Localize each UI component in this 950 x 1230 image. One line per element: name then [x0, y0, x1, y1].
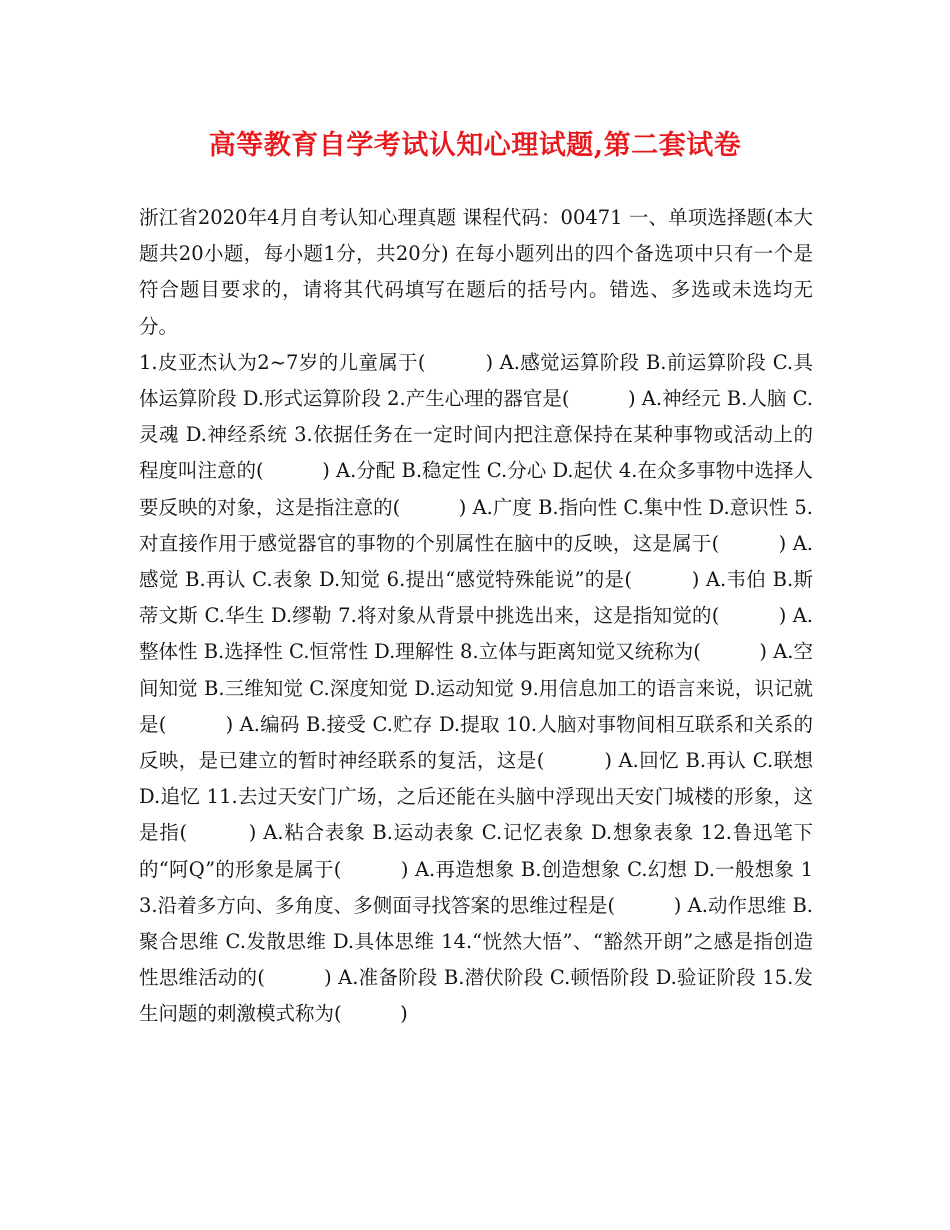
intro-paragraph: 浙江省2020年4月自考认知心理真题 课程代码：00471 一、单项选择题(本大题共20小题，每小题1分，共20分) 在每小题列出的四个备选项中只有一个是符合题目要求的，请将其代码填写在题后的括号内。错选、多选或未选均无分。 — [139, 206, 813, 338]
document-body — [139, 200, 813, 1033]
document-title: 高等教育自学考试认知心理试题,第二套试卷 — [208, 130, 742, 161]
questions-paragraph: 1.皮亚杰认为2~7岁的儿童属于( ) A.感觉运算阶段 B.前运算阶段 C.具体运算阶段 D.形式运算阶段 2.产生心理的器官是( ) A.神经元 B.人脑 C.灵魂 D.神经系统 3.依据任务在一定时间内把注意保持在某种事物或活动上的程度叫注意的( ) A.分配 B.稳定性 C.分心 D.起伏 4.在众多事物中选择人要反映的对象，这是指注意的( ) A.广度 B.指向性 C.集中性 D.意识性 5.对直接作用于感觉器官的事物的个别属性在脑中的反映，这是属于( ) A.感觉 B.再认 C.表象 D.知觉 6.提出“感觉特殊能说”的是( ) A.韦伯 B.斯蒂文斯 C.华生 D.缪勒 7.将对象从背景中挑选出来，这是指知觉的( ) A.整体性 B.选择性 C.恒常性 D.理解性 8.立体与距离知觉又统称为( ) A.空间知觉 B.三维知觉 C.深度知觉 D.运动知觉 9.用信息加工的语言来说，识记就是( ) A.编码 B.接受 C.贮存 D.提取 10.人脑对事物间相互联系和关系的反映，是已建立的暂时神经联系的复活，这是( ) A.回忆 B.再认 C.联想 D.追忆 11.去过天安门广场，之后还能在头脑中浮现出天安门城楼的形象，这是指( ) A.粘合表象 B.运动表象 C.记忆表象 D.想象表象 12.鲁迅笔下的“阿Q”的形象是属于( ) A.再造想象 B.创造想象 C.幻想 D.一般想象 13.沿着多方向、多角度、多侧面寻找答案的思维过程是( ) A.动作思维 B.聚合思维 C.发散思维 D.具体思维 14.“恍然大悟”、“豁然开朗”之感是指创造性思维活动的( ) A.准备阶段 B.潜伏阶段 C.顿悟阶段 D.验证阶段 15.发生问题的刺激模式称为( ) — [139, 350, 813, 1026]
